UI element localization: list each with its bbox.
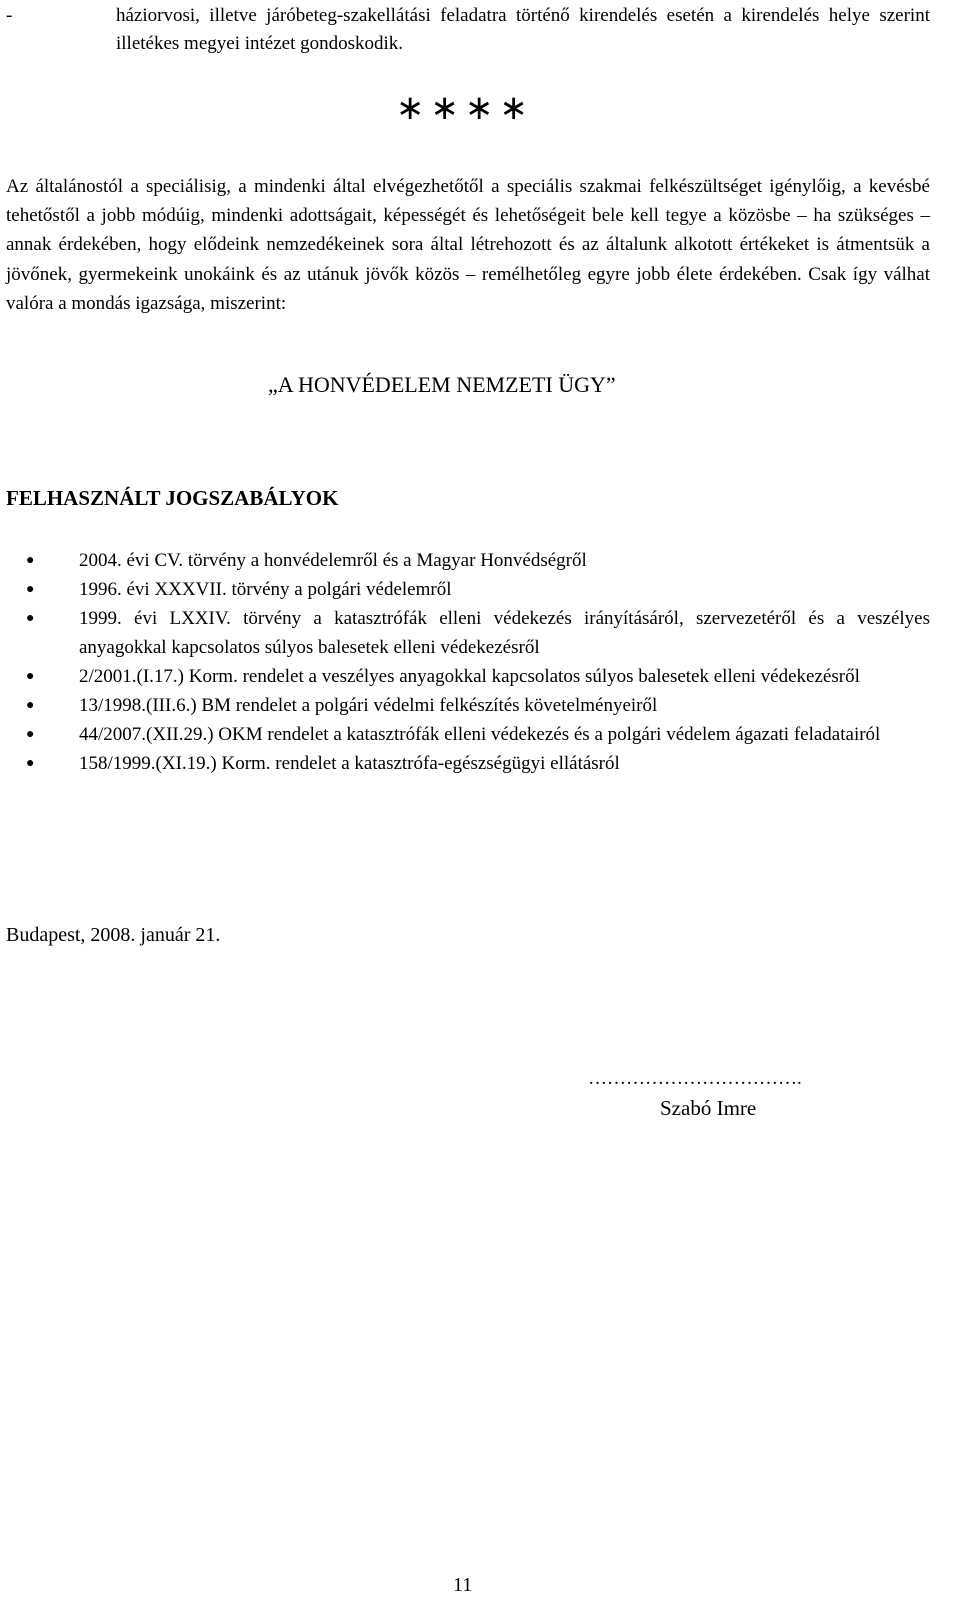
dash-list-item (6, 2, 930, 58)
bullet-icon: ● (26, 611, 35, 626)
list-item (6, 546, 930, 575)
bullet-icon: ● (26, 756, 35, 771)
list-item (6, 720, 930, 749)
section-heading: FELHASZNÁLT JOGSZABÁLYOK (6, 486, 339, 510)
list-item (6, 691, 930, 720)
bullet-icon: ● (26, 669, 35, 684)
law-text: 158/1999.(XI.19.) Korm. rendelet a katasztrófa-egészségügyi ellátásról (79, 753, 620, 774)
section-separator: ∗∗∗∗ (396, 88, 534, 128)
bullet-icon: ● (26, 553, 35, 568)
law-list (6, 546, 930, 778)
bullet-icon: ● (26, 582, 35, 597)
list-item (6, 749, 930, 778)
motto-quote: „A HONVÉDELEM NEMZETI ÜGY” (268, 372, 616, 397)
date-line: Budapest, 2008. január 21. (6, 924, 221, 946)
law-text: 1996. évi XXXVII. törvény a polgári védelemről (79, 579, 452, 600)
page-number: 11 (453, 1574, 473, 1596)
dash-marker: - (6, 5, 13, 26)
law-text: 2004. évi CV. törvény a honvédelemről és a Magyar Honvédségről (79, 550, 587, 571)
law-text: 2/2001.(I.17.) Korm. rendelet a veszélyes anyagokkal kapcsolatos súlyos balesetek elleni védekezésről (79, 666, 860, 687)
bullet-icon: ● (26, 698, 35, 713)
signature-name: Szabó Imre (660, 1096, 757, 1120)
list-item (6, 575, 930, 604)
law-text: 1999. évi LXXIV. törvény a katasztrófák elleni védekezés irányításáról, szervezetéről és a veszélyes anyagokkal kapcsolatos súlyos balesetek elleni védekezésről (79, 608, 930, 658)
dash-item-text: háziorvosi, illetve járóbeteg-szakellátási feladatra történő kirendelés esetén a kirendelés helye szerint illetékes megyei intézet gondoskodik. (116, 5, 930, 54)
bullet-icon: ● (26, 727, 35, 742)
law-text: 44/2007.(XII.29.) OKM rendelet a katasztrófák elleni védekezés és a polgári védelem ágazati feladatairól (79, 724, 881, 745)
body-paragraph: Az általánostól a speciálisig, a mindenki által elvégezhetőtől a speciális szakmai felkészültséget igénylőig, a kevésbé tehetőstől a jobb módúig, mindenki adottságait, képességét és lehetőségeit bele kell tegye a közösbe – ha szükséges – annak érdekében, hogy elődeink nemzedékeinek sora által létrehozott és az általunk alkotott értékeket is átmentsük a jövőnek, gyermekeink unokáink és az utánuk jövők közös – remélhetőleg egyre jobb élete érdekében. Csak így válhat valóra a mondás igazsága, miszerint: (6, 176, 930, 314)
list-item (6, 662, 930, 691)
law-text: 13/1998.(III.6.) BM rendelet a polgári védelmi felkészítés követelményeiről (79, 695, 658, 716)
list-item (6, 604, 930, 662)
signature-line: ……………………………. (588, 1068, 802, 1089)
